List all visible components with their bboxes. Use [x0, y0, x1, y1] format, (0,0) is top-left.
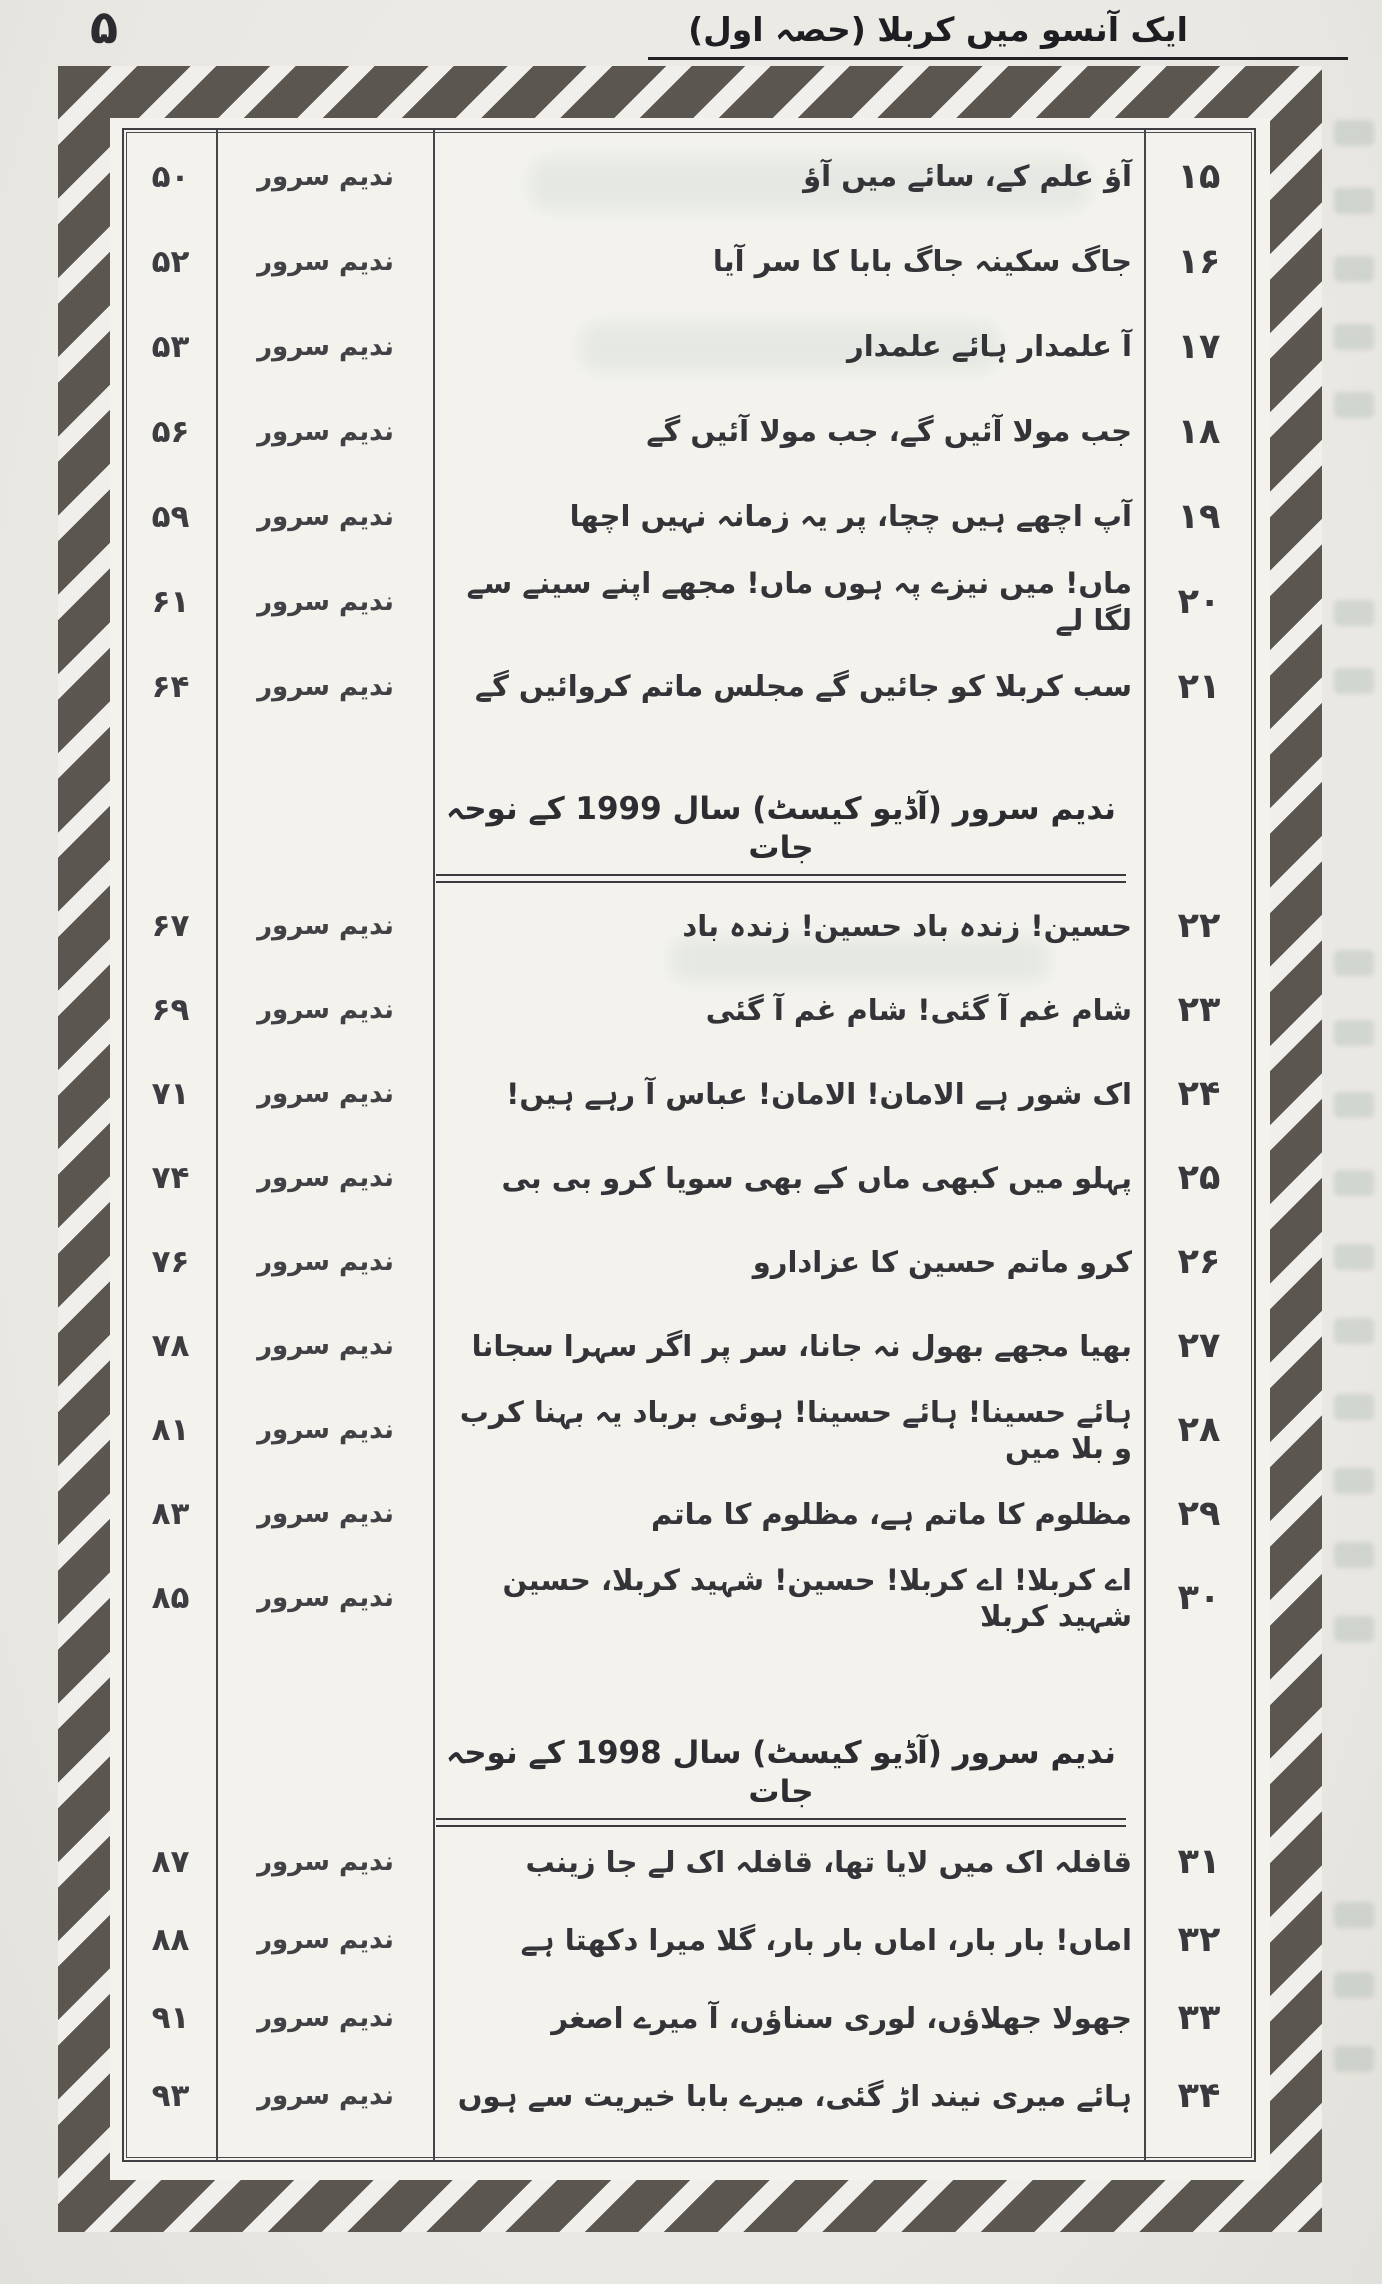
artist-cell: ندیم سرور: [257, 246, 394, 277]
noha-title-cell: سب کربلا کو جائیں گے مجلس ماتم کروائیں گے: [474, 669, 1132, 704]
folio-number: ۵: [90, 0, 119, 54]
section-heading-1999: ندیم سرور (آڈیو کیسٹ) سال 1999 کے نوحہ جات: [446, 790, 1116, 866]
table-row: [124, 1979, 1254, 2057]
striped-border-frame: [58, 66, 1322, 2232]
bleed-through-mark: [1334, 120, 1374, 146]
table-row: [124, 1901, 1254, 1979]
bleed-through-mark: [1334, 1468, 1374, 1494]
serial-cell: ۲۶: [1177, 1242, 1221, 1282]
table-row: [124, 304, 1254, 389]
noha-title-cell: بھیا مجھے بھول نہ جانا، سر پر اگر سہرا سجانا: [471, 1328, 1132, 1363]
serial-cell: ۳۴: [1177, 2076, 1221, 2116]
artist-cell: ندیم سرور: [257, 911, 394, 941]
section-heading-row: [124, 1734, 1254, 1823]
serial-cell: ۲۸: [1177, 1410, 1221, 1450]
noha-title-cell: ہائے میری نیند اڑ گئی، میرے بابا خیریت سے ہوں: [457, 2078, 1132, 2113]
noha-title-cell: جھولا جھلاؤں، لوری سناؤں، آ میرے اصغر: [551, 2000, 1132, 2035]
serial-cell: ۲۴: [1177, 1074, 1221, 1114]
table-row: [124, 1472, 1254, 1556]
artist-cell: ندیم سرور: [257, 671, 394, 702]
noha-title-cell: حسین! زندہ باد حسین! زندہ باد: [682, 908, 1132, 943]
page-number-cell: ۹۳: [151, 2078, 190, 2114]
serial-cell: ۲۷: [1177, 1326, 1221, 1366]
page-number-cell: ۸۵: [151, 1580, 190, 1616]
artist-cell: ندیم سرور: [257, 1499, 394, 1529]
serial-cell: ۲۹: [1177, 1494, 1221, 1534]
artist-cell: ندیم سرور: [257, 1925, 394, 1955]
noha-title-cell: آؤ علم کے، سائے میں آؤ: [803, 159, 1132, 194]
serial-cell: ۱۹: [1177, 496, 1221, 537]
artist-cell: ندیم سرور: [257, 2003, 394, 2033]
table-row: [124, 389, 1254, 474]
index-table: [122, 128, 1256, 2162]
artist-cell: ندیم سرور: [257, 331, 394, 362]
section-heading-1998: ندیم سرور (آڈیو کیسٹ) سال 1998 کے نوحہ جات: [446, 1734, 1116, 1810]
bleed-through-mark: [1334, 2046, 1374, 2072]
noha-title-cell: مظلوم کا ماتم ہے، مظلوم کا ماتم: [651, 1496, 1132, 1531]
bleed-through-mark: [1334, 600, 1374, 626]
header-underline: [648, 57, 1348, 60]
bleed-through-mark: [1334, 1318, 1374, 1344]
bleed-through-mark: [1334, 1394, 1374, 1420]
serial-cell: ۱۵: [1177, 156, 1221, 197]
artist-cell: ندیم سرور: [257, 1079, 394, 1109]
bleed-through-mark: [1334, 1020, 1374, 1046]
book-title-header: ایک آنسو میں کربلا (حصہ اول): [688, 10, 1188, 49]
table-row: [124, 134, 1254, 219]
artist-cell: ندیم سرور: [257, 1247, 394, 1277]
spacer-row: [124, 729, 1254, 789]
artist-cell: ندیم سرور: [257, 161, 394, 192]
page-number-cell: ۷۱: [151, 1076, 190, 1112]
table-row: [124, 644, 1254, 729]
table-row: [124, 968, 1254, 1052]
page-number-cell: ۵۰: [151, 158, 190, 195]
table-row: [124, 474, 1254, 559]
bleed-through-mark: [1334, 1972, 1374, 1998]
noha-title-cell: جاگ سکینہ جاگ بابا کا سر آیا: [712, 244, 1132, 279]
serial-cell: ۲۵: [1177, 1158, 1221, 1198]
noha-title-cell: پہلو میں کبھی ماں کے بھی سویا کرو بی بی: [501, 1160, 1132, 1195]
serial-cell: ۲۳: [1177, 990, 1221, 1030]
bleed-through-mark: [1334, 1244, 1374, 1270]
artist-cell: ندیم سرور: [257, 586, 394, 617]
table-row: [124, 1304, 1254, 1388]
serial-cell: ۲۰: [1177, 581, 1221, 622]
table-row: [124, 1823, 1254, 1901]
page-number-cell: ۶۹: [151, 992, 190, 1028]
bleed-through-mark: [1334, 1616, 1374, 1642]
table-row: [124, 559, 1254, 644]
bleed-through-mark: [1334, 392, 1374, 418]
bleed-through-mark: [1334, 1092, 1374, 1118]
page-number-cell: ۶۱: [151, 583, 190, 620]
page-number-cell: ۵۳: [151, 328, 190, 365]
page-number-cell: ۸۳: [151, 1496, 190, 1532]
noha-title-cell: اک شور ہے الامان! الامان! عباس آ رہے ہیں!: [506, 1076, 1132, 1111]
noha-title-cell: ہائے حسینا! ہائے حسینا! ہوئی برباد یہ بہنا کرب و بلا میں: [459, 1394, 1132, 1465]
noha-title-cell: ماں! میں نیزے پہ ہوں ماں! مجھے اپنے سینے سے لگا لے: [466, 566, 1132, 637]
section-heading-row: [124, 789, 1254, 884]
page-number-cell: ۷۸: [151, 1328, 190, 1364]
heading-double-underline: [436, 874, 1126, 883]
table-row: [124, 1388, 1254, 1472]
artist-cell: ندیم سرور: [257, 1331, 394, 1361]
serial-cell: ۲۲: [1177, 906, 1221, 946]
table-row: [124, 884, 1254, 968]
artist-cell: ندیم سرور: [257, 416, 394, 447]
page-number-cell: ۶۷: [151, 908, 190, 944]
section-heading-cell: [434, 790, 1144, 884]
bleed-through-mark: [1334, 668, 1374, 694]
spacer-row: [124, 2135, 1254, 2160]
serial-cell: ۳۳: [1177, 1998, 1221, 2038]
noha-title-cell: جب مولا آئیں گے، جب مولا آئیں گے: [646, 414, 1132, 449]
bleed-through-mark: [1334, 1170, 1374, 1196]
noha-title-cell: آ علمدار ہائے علمدار: [847, 329, 1132, 364]
artist-cell: ندیم سرور: [257, 2081, 394, 2111]
frame-inner-area: [110, 118, 1270, 2180]
page-number-cell: ۸۷: [151, 1844, 190, 1880]
bleed-through-mark: [1334, 256, 1374, 282]
page-number-cell: ۸۸: [151, 1922, 190, 1958]
serial-cell: ۳۱: [1177, 1842, 1221, 1882]
spacer-row: [124, 1640, 1254, 1738]
noha-title-cell: اماں! بار بار، اماں بار بار، گلا میرا دکھتا ہے: [520, 1922, 1132, 1957]
page-number-cell: ۵۶: [151, 413, 190, 450]
serial-cell: ۲۱: [1177, 666, 1221, 707]
page-number-cell: ۹۱: [151, 2000, 190, 2036]
noha-title-cell: کرو ماتم حسین کا عزادارو: [752, 1244, 1132, 1279]
noha-title-cell: قافلہ اک میں لایا تھا، قافلہ اک لے جا زینب: [525, 1844, 1132, 1879]
bleed-through-mark: [1334, 188, 1374, 214]
table-row: [124, 1556, 1254, 1640]
serial-cell: ۱۶: [1177, 241, 1221, 282]
serial-cell: ۳۲: [1177, 1920, 1221, 1960]
table-rows: [124, 130, 1254, 2160]
section-heading-cell: [434, 1734, 1144, 1828]
table-row: [124, 1220, 1254, 1304]
artist-cell: ندیم سرور: [257, 1583, 394, 1613]
artist-cell: ندیم سرور: [257, 501, 394, 532]
artist-cell: ندیم سرور: [257, 995, 394, 1025]
noha-title-cell: اے کربلا! اے کربلا! حسین! شہید کربلا، حسین شہید کربلا: [502, 1562, 1132, 1633]
table-row: [124, 219, 1254, 304]
table-row: [124, 1136, 1254, 1220]
bleed-through-mark: [1334, 1542, 1374, 1568]
page-number-cell: ۸۱: [151, 1412, 190, 1448]
artist-cell: ندیم سرور: [257, 1415, 394, 1445]
bleed-through-mark: [1334, 324, 1374, 350]
table-row: [124, 1052, 1254, 1136]
artist-cell: ندیم سرور: [257, 1847, 394, 1877]
page-number-cell: ۵۲: [151, 243, 190, 280]
noha-title-cell: شام غم آ گئی! شام غم آ گئی: [705, 992, 1132, 1027]
noha-title-cell: آپ اچھے ہیں چچا، پر یہ زمانہ نہیں اچھا: [569, 499, 1132, 534]
table-row: [124, 2057, 1254, 2135]
page-number-cell: ۷۶: [151, 1244, 190, 1280]
serial-cell: ۳۰: [1177, 1578, 1221, 1618]
bleed-through-mark: [1334, 950, 1374, 976]
page-number-cell: ۶۴: [151, 668, 190, 705]
page-number-cell: ۷۴: [151, 1160, 190, 1196]
artist-cell: ندیم سرور: [257, 1163, 394, 1193]
serial-cell: ۱۷: [1177, 326, 1221, 367]
serial-cell: ۱۸: [1177, 411, 1221, 452]
page-number-cell: ۵۹: [151, 498, 190, 535]
bleed-through-mark: [1334, 1902, 1374, 1928]
